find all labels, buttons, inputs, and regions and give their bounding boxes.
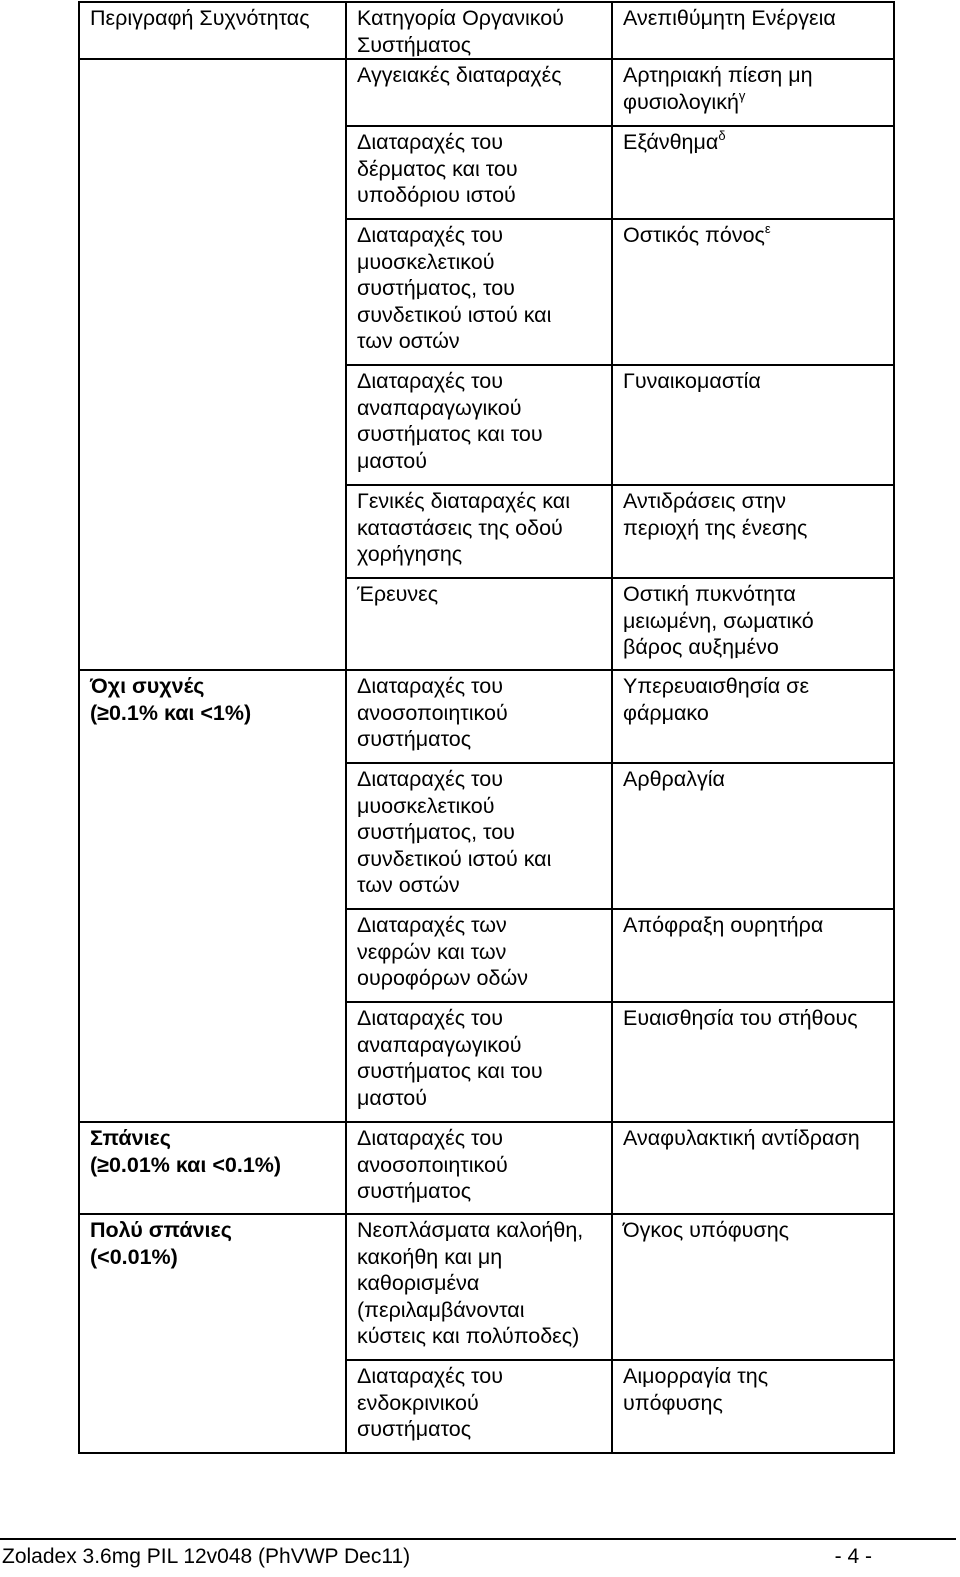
table-row: [79, 1214, 894, 1360]
frequency-cell: [79, 1214, 346, 1453]
organ-class-cell: Έρευνες: [346, 578, 612, 670]
frequency-range: (≥0.1% και <1%): [90, 700, 252, 725]
adverse-reaction-cell: Απόφραξη ουρητήρα: [612, 909, 894, 1002]
frequency-cell: [79, 670, 346, 1122]
table-header-row: [79, 2, 894, 59]
organ-class-cell: Διαταραχές του μυοσκελετικού συστήματος, του συνδετικού ιστού και των οστών: [346, 763, 612, 909]
adverse-reaction-cell: Αιμορραγία της υπόφυσης: [612, 1360, 894, 1453]
adverse-reaction-cell: Οστική πυκνότητα μειωμένη, σωματικό βάρος αυξημένο: [612, 578, 894, 670]
header-frequency: Περιγραφή Συχνότητας: [79, 2, 346, 59]
adverse-reaction-cell: [612, 126, 894, 219]
reaction-text: Αρτηριακή πίεση μη φυσιολογική: [623, 63, 813, 114]
adverse-reaction-cell: Αναφυλακτική αντίδραση: [612, 1122, 894, 1214]
adverse-reaction-cell: Αντιδράσεις στην περιοχή της ένεσης: [612, 485, 894, 578]
organ-class-cell: Διαταραχές του δέρματος και του υποδόριου ιστού: [346, 126, 612, 219]
frequency-cell: [79, 59, 346, 670]
organ-class-cell: Αγγειακές διαταραχές: [346, 59, 612, 126]
adverse-reaction-cell: Όγκος υπόφυσης: [612, 1214, 894, 1360]
reaction-text: Οστικός πόνος: [623, 223, 765, 247]
organ-class-cell: Διαταραχές του ανοσοποιητικού συστήματος: [346, 670, 612, 763]
adverse-reaction-cell: [612, 219, 894, 365]
adverse-reaction-cell: Αρθραλγία: [612, 763, 894, 909]
organ-class-cell: Διαταραχές του ενδοκρινικού συστήματος: [346, 1360, 612, 1453]
footnote-marker: δ: [718, 128, 726, 143]
frequency-label: Όχι συχνές: [90, 674, 205, 698]
header-adverse-reaction: Ανεπιθύμητη Ενέργεια: [612, 2, 894, 59]
organ-class-cell: Διαταραχές του μυοσκελετικού συστήματος, του συνδετικού ιστού και των οστών: [346, 219, 612, 365]
footer-document-id: Zoladex 3.6mg PIL 12v048 (PhVWP Dec11): [2, 1545, 411, 1568]
adverse-reaction-cell: Υπερευαισθησία σε φάρμακο: [612, 670, 894, 763]
frequency-label: Σπάνιες: [90, 1126, 171, 1150]
footnote-marker: γ: [738, 87, 746, 103]
table-row: [79, 1122, 894, 1214]
reaction-text: Εξάνθημα: [623, 130, 719, 154]
organ-class-cell: Διαταραχές του αναπαραγωγικού συστήματος και του μαστού: [346, 365, 612, 485]
organ-class-cell: Νεοπλάσματα καλοήθη, κακοήθη και μη καθορισμένα (περιλαμβάνονται κύστεις και πολύποδες): [346, 1214, 612, 1360]
frequency-cell: [79, 1122, 346, 1214]
organ-class-cell: Διαταραχές των νεφρών και των ουροφόρων οδών: [346, 909, 612, 1002]
header-organ-class: Κατηγορία Οργανικού Συστήματος: [346, 2, 612, 59]
organ-class-cell: Γενικές διαταραχές και καταστάσεις της οδού χορήγησης: [346, 485, 612, 578]
page-footer: [0, 1538, 956, 1568]
organ-class-cell: Διαταραχές του ανοσοποιητικού συστήματος: [346, 1122, 612, 1214]
footnote-marker: ε: [764, 221, 771, 236]
footer-page-number: - 4 -: [834, 1545, 872, 1568]
table-row: [79, 59, 894, 126]
table-row: [79, 670, 894, 763]
adverse-reactions-table: [78, 1, 895, 1454]
organ-class-cell: Διαταραχές του αναπαραγωγικού συστήματος και του μαστού: [346, 1002, 612, 1122]
frequency-range: (≥0.01% και <0.1%): [90, 1152, 282, 1177]
frequency-label: Πολύ σπάνιες: [90, 1218, 232, 1242]
frequency-range: (<0.01%): [90, 1244, 178, 1269]
adverse-reaction-cell: [612, 59, 894, 126]
adverse-reaction-cell: Ευαισθησία του στήθους: [612, 1002, 894, 1122]
adverse-reaction-cell: Γυναικομαστία: [612, 365, 894, 485]
